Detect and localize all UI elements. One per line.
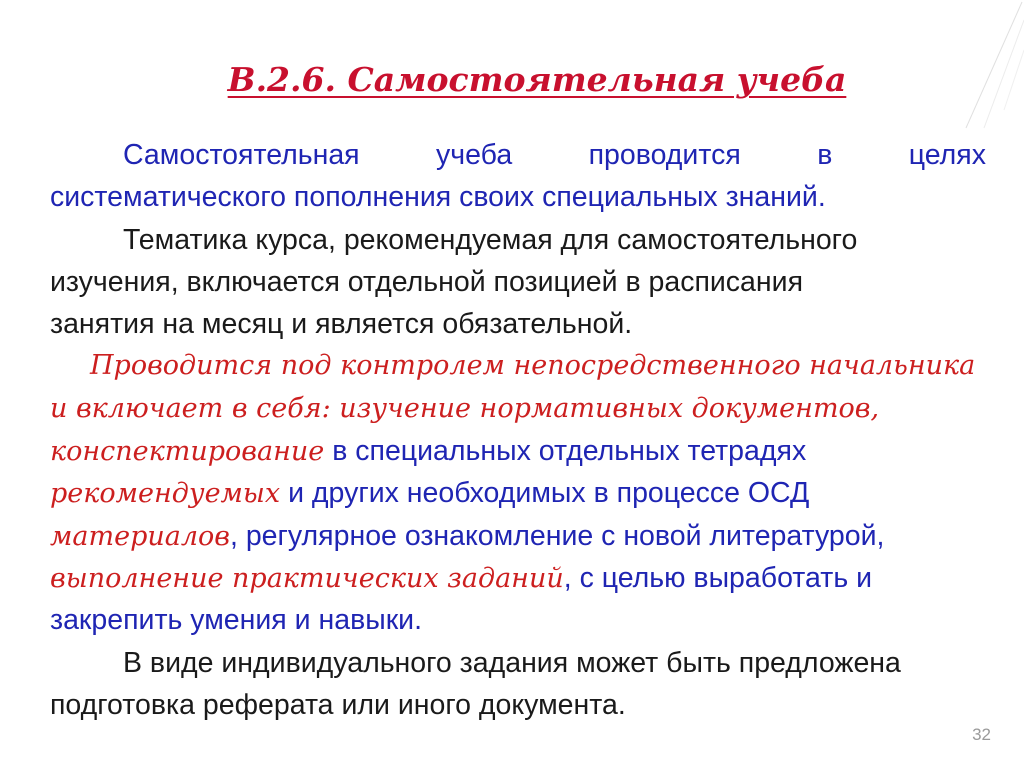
blue-phrase: , регулярное ознакомление с новой литературой, — [230, 519, 885, 552]
paragraph-3-line-3 — [50, 430, 986, 472]
blue-phrase: в специальных отдельных тетрадях — [324, 435, 807, 468]
red-phrase: материалов — [50, 520, 230, 552]
paragraph-4-line-1: В виде индивидуального задания может быть предложена — [123, 646, 901, 679]
paragraph-2-line-1: Тематика курса, рекомендуемая для самостоятельного — [123, 223, 858, 256]
red-phrase: выполнение практических заданий — [50, 562, 564, 594]
paragraph-3-line-2: и включает в себя: изучение нормативных документов, — [50, 392, 880, 424]
blue-phrase: и других необходимых в процессе ОСД — [280, 477, 810, 510]
paragraph-3-line-5 — [50, 515, 986, 557]
page-number: 32 — [972, 725, 991, 744]
paragraph-1-line-2: систематического пополнения своих специальных знаний. — [50, 181, 826, 214]
word: в — [817, 139, 833, 171]
paragraph-2-line-3: занятия на месяц и является обязательной. — [50, 308, 633, 341]
paragraph-3-line-6 — [50, 557, 986, 599]
red-phrase: конспектирование — [50, 436, 325, 468]
paragraph-3-line-4 — [50, 472, 986, 514]
blue-phrase: , с целью выработать и — [563, 561, 873, 594]
word: Самостоятельная — [123, 139, 360, 171]
paragraph-1-line-1 — [50, 134, 986, 176]
paragraph-3-line-1: Проводится под контролем непосредственного начальника — [90, 350, 976, 382]
slide-body — [50, 134, 986, 726]
word: учеба — [436, 139, 513, 171]
paragraph-3-line-7: закрепить умения и навыки. — [50, 604, 423, 637]
paragraph-2-line-2: изучения, включается отдельной позицией в расписания — [50, 265, 803, 298]
paragraph-4-line-2: подготовка реферата или иного документа. — [50, 688, 626, 721]
word: проводится — [588, 139, 741, 171]
slide-title: В.2.6. Самостоятельная учеба — [227, 60, 847, 99]
red-phrase: рекомендуемых — [50, 478, 281, 510]
word: целях — [908, 139, 986, 171]
